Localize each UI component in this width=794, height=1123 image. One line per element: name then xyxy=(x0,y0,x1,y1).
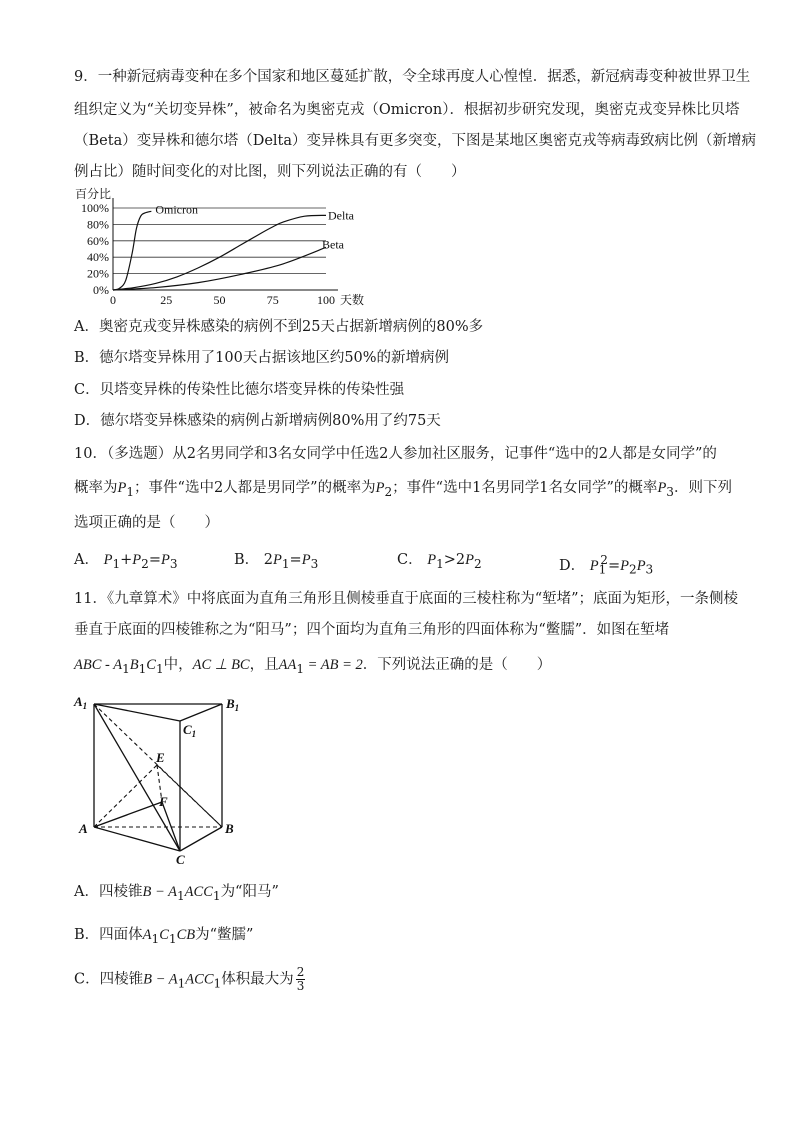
label-c: C xyxy=(176,852,185,867)
q11-line-1: 11．《九章算术》中将底面为直角三角形且侧棱垂直于底面的三棱柱称为“堑堵”；底面为矩形，一条侧棱 xyxy=(74,591,739,607)
q9-line-4: 例占比）随时间变化的对比图，则下列说法正确的有（ ） xyxy=(74,164,466,180)
q10-option-c: C． $P_1>2P_2$ xyxy=(397,552,482,571)
y-tick-label: 20% xyxy=(87,266,109,281)
q10-option-b: B． $2P_1=P_3$ xyxy=(234,552,319,571)
x-tick-label: 25 xyxy=(160,293,173,307)
label-a1: $A_1$ xyxy=(74,694,88,711)
q9-option-a: A．奥密克戎变异株感染的病例不到25天占据新增病例的80%多 xyxy=(74,319,484,335)
q10-option-a: A． $P_1+P_2=P_3$ xyxy=(74,552,178,571)
variant-chart xyxy=(70,185,380,310)
label-f: F xyxy=(159,794,168,809)
edge-a1-c1 xyxy=(94,704,180,721)
q11-line-2: 垂直于底面的四棱锥称之为“阳马”；四个面均为直角三角形的四面体称为“鳖臑”．如图在堑堵 xyxy=(74,622,670,638)
q9-line-1: 9．一种新冠病毒变种在多个国家和地区蔓延扩散，令全球再度人心惶惶．据悉，新冠病毒变种被世界卫生 xyxy=(74,69,751,85)
label-b1: $B_1$ xyxy=(226,696,240,713)
label-e: E xyxy=(156,750,165,765)
q11-line-3: ABC - $A_1B_1C_1$中，AC ⊥ BC，且$AA_1$ = AB = 2．下列说法正确的是（ ） xyxy=(74,657,552,676)
q10-line-2: 概率为$P_1$；事件“选中2人都是男同学”的概率为$P_2$；事件“选中1名男同学1名女同学”的概率$P_3$．则下列 xyxy=(74,480,732,499)
edge-c-b xyxy=(180,827,222,851)
q11-option-b: B．四面体$A_1C_1CB$为“鳖臑” xyxy=(74,927,254,946)
q9-line-2: 组织定义为“关切变异株”，被命名为奥密克戎（Omicron）．根据初步研究发现，奥密克戎变异株比贝塔 xyxy=(74,102,740,118)
q10-line-1: 10．（多选题）从2名男同学和3名女同学中任选2人参加社区服务，记事件“选中的2人都是女同学”的 xyxy=(74,446,717,462)
x-tick-label: 100 xyxy=(317,293,335,307)
q9-option-c: C．贝塔变异株的传染性比德尔塔变异株的传染性强 xyxy=(74,382,405,398)
diagonal-a1-c xyxy=(94,704,180,851)
q11-option-a: A．四棱锥$B - A_1ACC_1$为“阳马” xyxy=(74,884,279,903)
series-line-omicron xyxy=(113,211,151,290)
label-b: B xyxy=(225,821,234,836)
label-a: A xyxy=(79,821,88,836)
x-tick-label: 75 xyxy=(266,293,279,307)
series-label-delta: Delta xyxy=(328,208,354,223)
q10-option-d: D． $P_1^2=P_2P_3$ xyxy=(559,553,654,577)
y-axis-label: 百分比 xyxy=(75,187,112,201)
q11-option-c: C．四棱锥$B - A_1ACC_1$体积最大为 $\frac{2}{3}$ xyxy=(74,965,305,993)
y-tick-label: 0% xyxy=(93,283,109,297)
series-label-beta: Beta xyxy=(322,237,344,252)
edge-a-c xyxy=(94,827,180,851)
y-tick-label: 60% xyxy=(87,233,109,248)
y-tick-label: 80% xyxy=(87,217,109,232)
q9-line-3: （Beta）变异株和德尔塔（Delta）变异株具有更多突变，下图是某地区奥密克戎等病毒致病比例（新增病 xyxy=(74,133,757,149)
q9-option-d: D．德尔塔变异株感染的病例占新增病例80%用了约75天 xyxy=(74,413,441,429)
x-tick-label: 0 xyxy=(110,293,116,307)
edge-c1-b1 xyxy=(180,704,222,721)
fraction-two-thirds: $\frac{2}{3}$ xyxy=(296,965,305,993)
segment-a-f xyxy=(94,802,162,827)
q10-line-3: 选项正确的是（ ） xyxy=(74,515,219,531)
series-label-omicron: Omicron xyxy=(155,202,198,217)
label-c1: $C_1$ xyxy=(183,722,197,739)
y-tick-label: 100% xyxy=(81,201,109,215)
prism-figure xyxy=(70,690,260,870)
series-line-beta xyxy=(113,247,326,290)
y-tick-label: 40% xyxy=(87,250,109,265)
x-axis-label: 天数 xyxy=(340,293,365,307)
x-tick-label: 50 xyxy=(213,293,226,307)
q9-option-b: B．德尔塔变异株用了100天占据该地区约50%的新增病例 xyxy=(74,350,450,366)
